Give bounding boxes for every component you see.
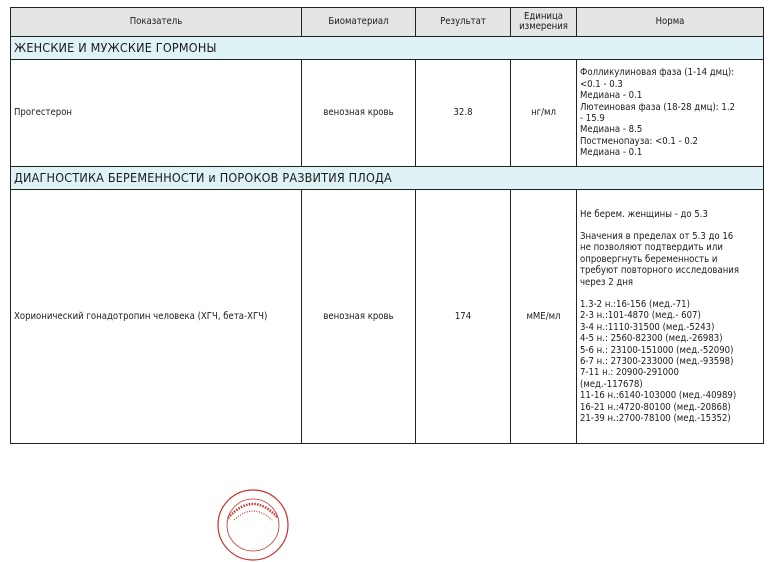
norm-gap	[580, 220, 760, 231]
norm-line: Медиана - 0.1	[580, 147, 643, 159]
norm-line: Постменопауза: <0.1 - 0.2	[580, 135, 698, 147]
row-result-progesterone: 32.8	[416, 60, 511, 167]
row-name-hcg: Хорионический гонадотропин человека (ХГЧ, бета-ХГЧ)	[11, 190, 302, 444]
section-row-hormones	[11, 37, 764, 60]
section-title-hormones: ЖЕНСКИЕ И МУЖСКИЕ ГОРМОНЫ	[11, 37, 764, 60]
row-result-hcg: 174	[416, 190, 511, 444]
norm-line: 4-5 н.: 2560-82300 (мед.-26983)	[580, 333, 723, 345]
stamp-lettering-ring-inner	[234, 511, 272, 520]
header-indicator: Показатель	[11, 8, 302, 37]
header-norm: Норма	[577, 8, 764, 37]
stamp-outer-ring	[218, 490, 288, 560]
norm-line: - 15.9	[580, 113, 605, 124]
section-row-pregnancy	[11, 167, 764, 190]
norm-line: 2-3 н.:101-4870 (мед.- 607)	[580, 310, 701, 322]
norm-line: 16-21 н.:4720-80100 (мед.-20868)	[580, 401, 731, 413]
norm-line: 6-7 н.: 27300-233000 (мед.-93598)	[580, 356, 734, 368]
table-row-hcg	[11, 190, 764, 444]
norm-line: 5-6 н.: 23100-151000 (мед.-52090)	[580, 344, 734, 356]
norm-line: не позволяют подтвердить или	[580, 242, 723, 254]
row-unit-hcg: мМЕ/мл	[511, 190, 577, 444]
norm-line: Лютеиновая фаза (18-28 дмц): 1.2	[580, 101, 735, 113]
norm-line: 7-11 н.: 20900-291000	[580, 367, 679, 379]
norm-gap	[580, 288, 760, 299]
row-biomaterial-progesterone: венозная кровь	[302, 60, 416, 167]
table-row-progesterone	[11, 60, 764, 167]
norm-line: 3-4 н.:1110-31500 (мед.-5243)	[580, 321, 715, 333]
results-table	[10, 7, 764, 444]
norm-line: Медиана - 8.5	[580, 124, 643, 136]
row-norm-progesterone	[577, 60, 764, 167]
clinic-stamp-image	[216, 488, 290, 562]
norm-line: 21-39 н.:2700-78100 (мед.-15352)	[580, 413, 731, 425]
norm-line: (мед.-117678)	[580, 378, 643, 390]
norm-line: требуют повторного исследования	[580, 265, 739, 277]
row-biomaterial-hcg: венозная кровь	[302, 190, 416, 444]
norm-line: Значения в пределах от 5.3 до 16	[580, 230, 734, 242]
norm-line: 1.3-2 н.:16-156 (мед.-71)	[580, 298, 690, 310]
norm-line: опровергнуть беременность и	[580, 253, 718, 265]
row-unit-progesterone: нг/мл	[511, 60, 577, 167]
row-name-progesterone: Прогестерон	[11, 60, 302, 167]
header-biomaterial: Биоматериал	[302, 8, 416, 37]
norm-line: <0.1 - 0.3	[580, 78, 623, 90]
section-title-pregnancy: ДИАГНОСТИКА БЕРЕМЕННОСТИ и ПОРОКОВ РАЗВИТИЯ ПЛОДА	[11, 167, 764, 190]
norm-line: Фолликулиновая фаза (1-14 дмц):	[580, 67, 735, 79]
header-result: Результат	[416, 8, 511, 37]
norm-line: Медиана - 0.1	[580, 90, 643, 102]
norm-line: через 2 дня	[580, 276, 634, 288]
header-unit	[511, 8, 577, 37]
header-unit-label: Единица измерения	[519, 10, 568, 32]
norm-line: 11-16 н.:6140-103000 (мед.-40989)	[580, 390, 737, 402]
table-header-row	[11, 8, 764, 37]
norm-line: Не берем. женщины - до 5.3	[580, 208, 708, 220]
row-norm-hcg	[577, 190, 764, 444]
